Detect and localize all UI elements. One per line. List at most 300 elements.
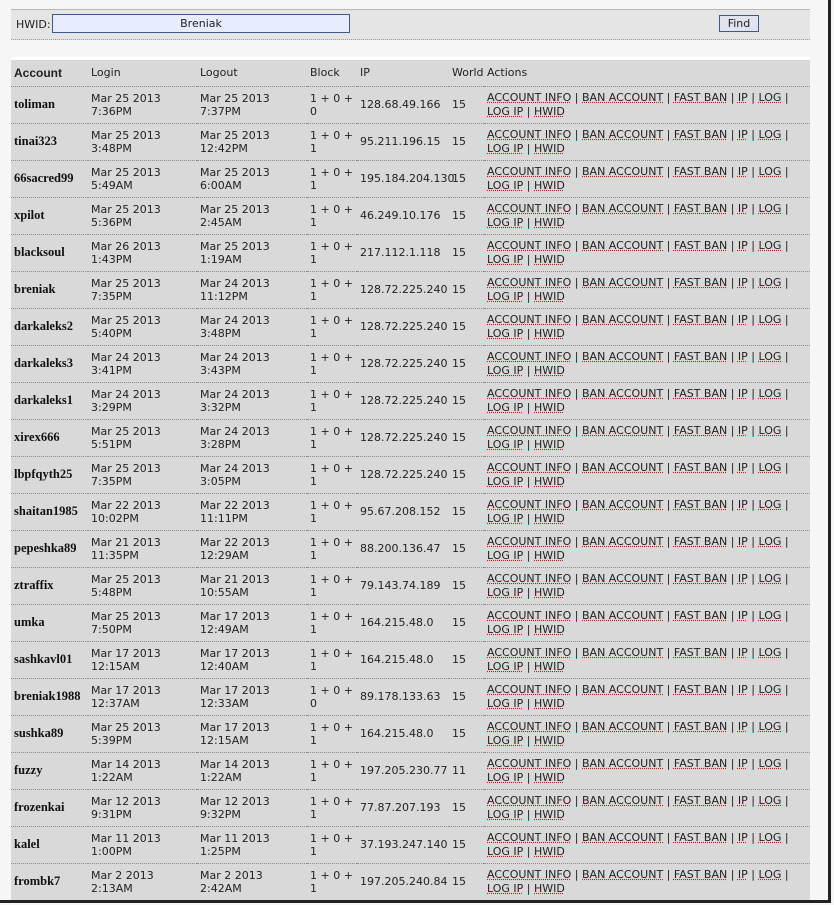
login-time: Mar 25 2013 5:51PM [91, 424, 161, 451]
login-time: Mar 14 2013 1:22AM [91, 757, 161, 784]
account-info-link[interactable]: ACCOUNT INFO [487, 423, 572, 437]
log-link[interactable]: LOG [758, 645, 782, 659]
account-name: sushka89 [14, 726, 64, 740]
hwid-link[interactable]: HWID [534, 881, 565, 895]
account-info-link[interactable]: ACCOUNT INFO [487, 275, 572, 289]
table-row [11, 641, 810, 678]
ip-address: 164.215.48.0 [360, 616, 434, 629]
ip-link[interactable]: IP [737, 497, 748, 511]
account-info-link[interactable]: ACCOUNT INFO [487, 719, 572, 733]
log-ip-link[interactable]: LOG IP [487, 733, 524, 747]
fast-ban-link[interactable]: FAST BAN [673, 534, 728, 548]
ip-link[interactable]: IP [737, 238, 748, 252]
action-separator: | [523, 178, 534, 192]
log-link[interactable]: LOG [758, 682, 782, 696]
hwid-link[interactable]: HWID [534, 770, 565, 784]
hwid-link[interactable]: HWID [534, 585, 565, 599]
hwid-link[interactable]: HWID [534, 289, 565, 303]
action-separator: | [747, 867, 759, 881]
log-link[interactable]: LOG [758, 275, 782, 289]
ip-link[interactable]: IP [737, 90, 748, 104]
hwid-link[interactable]: HWID [534, 326, 565, 340]
log-link[interactable]: LOG [758, 201, 782, 215]
action-separator: | [781, 830, 789, 844]
account-info-link[interactable]: ACCOUNT INFO [487, 571, 572, 585]
action-separator: | [571, 386, 583, 400]
ban-account-link[interactable]: BAN ACCOUNT [582, 127, 664, 141]
log-link[interactable]: LOG [758, 164, 782, 178]
table-row [11, 863, 810, 900]
row-actions [484, 604, 810, 641]
ip-link[interactable]: IP [737, 386, 748, 400]
ip-link[interactable]: IP [737, 571, 748, 585]
block-value: 1 + 0 + 1 [310, 572, 353, 599]
ban-account-link[interactable]: BAN ACCOUNT [582, 386, 664, 400]
ban-account-link[interactable]: BAN ACCOUNT [582, 867, 664, 881]
logout-time: Mar 25 2013 2:45AM [200, 202, 270, 229]
action-separator: | [663, 460, 674, 474]
account-name: breniak [14, 282, 56, 296]
ban-account-link[interactable]: BAN ACCOUNT [582, 90, 664, 104]
log-ip-link[interactable]: LOG IP [487, 511, 524, 525]
find-button[interactable]: Find [719, 15, 759, 32]
log-link[interactable]: LOG [758, 867, 782, 881]
action-separator: | [663, 756, 674, 770]
action-separator: | [781, 645, 789, 659]
ban-account-link[interactable]: BAN ACCOUNT [582, 645, 664, 659]
action-separator: | [747, 127, 759, 141]
fast-ban-link[interactable]: FAST BAN [673, 682, 728, 696]
hwid-link[interactable]: HWID [534, 363, 565, 377]
action-separator: | [663, 497, 674, 511]
hwid-link[interactable]: HWID [534, 141, 565, 155]
log-ip-link[interactable]: LOG IP [487, 659, 524, 673]
table-row [11, 197, 810, 234]
hwid-link[interactable]: HWID [534, 215, 565, 229]
ip-link[interactable]: IP [737, 423, 748, 437]
ban-account-link[interactable]: BAN ACCOUNT [582, 349, 664, 363]
row-actions [484, 345, 810, 382]
account-info-link[interactable]: ACCOUNT INFO [487, 164, 572, 178]
table-row [11, 530, 810, 567]
block-value: 1 + 0 + 1 [310, 498, 353, 525]
ip-link[interactable]: IP [737, 201, 748, 215]
row-actions [484, 789, 810, 826]
ip-link[interactable]: IP [737, 682, 748, 696]
action-separator: | [663, 682, 674, 696]
account-info-link[interactable]: ACCOUNT INFO [487, 201, 572, 215]
log-ip-link[interactable]: LOG IP [487, 844, 524, 858]
ip-address: 197.205.240.84 [360, 875, 448, 889]
logout-time: Mar 22 2013 11:11PM [200, 498, 270, 525]
account-info-link[interactable]: ACCOUNT INFO [487, 830, 572, 844]
block-value: 1 + 0 + 1 [310, 202, 353, 229]
action-separator: | [747, 756, 759, 770]
world-value: 15 [452, 357, 466, 370]
ban-account-link[interactable]: BAN ACCOUNT [582, 275, 664, 289]
action-separator: | [571, 608, 583, 622]
hwid-link[interactable]: HWID [534, 844, 565, 858]
ban-account-link[interactable]: BAN ACCOUNT [582, 756, 664, 770]
log-link[interactable]: LOG [758, 90, 782, 104]
column-header-login: Login [91, 66, 121, 80]
world-value: 15 [452, 579, 466, 592]
ban-account-link[interactable]: BAN ACCOUNT [582, 312, 664, 326]
block-value: 1 + 0 + 1 [310, 868, 353, 895]
block-value: 1 + 0 + 1 [310, 387, 353, 414]
fast-ban-link[interactable]: FAST BAN [673, 238, 728, 252]
action-separator: | [523, 104, 534, 118]
hwid-link[interactable]: HWID [534, 622, 565, 636]
logout-time: Mar 24 2013 3:28PM [200, 424, 270, 451]
world-value: 15 [452, 838, 466, 851]
action-separator: | [781, 756, 789, 770]
action-separator: | [781, 608, 789, 622]
ip-address: 128.72.225.240 [360, 357, 448, 370]
row-actions [484, 271, 810, 308]
action-separator: | [523, 141, 534, 155]
ip-address: 95.211.196.15 [360, 135, 441, 148]
action-separator: | [523, 400, 534, 414]
action-separator: | [663, 608, 674, 622]
fast-ban-link[interactable]: FAST BAN [673, 312, 728, 326]
log-link[interactable]: LOG [758, 423, 782, 437]
fast-ban-link[interactable]: FAST BAN [673, 423, 728, 437]
ip-link[interactable]: IP [737, 534, 748, 548]
account-info-link[interactable]: ACCOUNT INFO [487, 312, 572, 326]
hwid-link[interactable]: HWID [534, 437, 565, 451]
log-ip-link[interactable]: LOG IP [487, 622, 524, 636]
log-link[interactable]: LOG [758, 793, 782, 807]
ban-account-link[interactable]: BAN ACCOUNT [582, 608, 664, 622]
login-time: Mar 22 2013 10:02PM [91, 498, 161, 525]
login-time: Mar 12 2013 9:31PM [91, 794, 161, 821]
action-separator: | [781, 386, 789, 400]
ban-account-link[interactable]: BAN ACCOUNT [582, 719, 664, 733]
log-link[interactable]: LOG [758, 756, 782, 770]
action-separator: | [663, 793, 674, 807]
log-link[interactable]: LOG [758, 349, 782, 363]
account-info-link[interactable]: ACCOUNT INFO [487, 90, 572, 104]
ip-link[interactable]: IP [737, 645, 748, 659]
ip-link[interactable]: IP [737, 275, 748, 289]
block-value: 1 + 0 + 1 [310, 313, 353, 340]
ip-link[interactable]: IP [737, 164, 748, 178]
account-name: blacksoul [14, 245, 65, 259]
log-ip-link[interactable]: LOG IP [487, 141, 524, 155]
row-actions [484, 160, 810, 197]
login-time: Mar 25 2013 7:35PM [91, 276, 161, 303]
action-separator: | [727, 719, 738, 733]
table-row [11, 123, 810, 160]
row-actions [484, 678, 810, 715]
log-link[interactable]: LOG [758, 460, 782, 474]
log-ip-link[interactable]: LOG IP [487, 363, 524, 377]
log-ip-link[interactable]: LOG IP [487, 474, 524, 488]
login-time: Mar 25 2013 7:36PM [91, 91, 161, 118]
table-row [11, 345, 810, 382]
world-value: 15 [452, 468, 466, 481]
account-info-link[interactable]: ACCOUNT INFO [487, 867, 572, 881]
ban-account-link[interactable]: BAN ACCOUNT [582, 571, 664, 585]
ip-link[interactable]: IP [737, 460, 748, 474]
account-name: xirex666 [14, 430, 60, 444]
log-ip-link[interactable]: LOG IP [487, 696, 524, 710]
column-header-block: Block [310, 66, 340, 80]
logout-time: Mar 25 2013 7:37PM [200, 91, 270, 118]
fast-ban-link[interactable]: FAST BAN [673, 90, 728, 104]
ban-account-link[interactable]: BAN ACCOUNT [582, 682, 664, 696]
fast-ban-link[interactable]: FAST BAN [673, 497, 728, 511]
account-name: darkaleks1 [14, 393, 74, 407]
account-info-link[interactable]: ACCOUNT INFO [487, 127, 572, 141]
ban-account-link[interactable]: BAN ACCOUNT [582, 238, 664, 252]
action-separator: | [571, 423, 583, 437]
action-separator: | [663, 127, 674, 141]
ip-link[interactable]: IP [737, 312, 748, 326]
log-ip-link[interactable]: LOG IP [487, 178, 524, 192]
action-separator: | [781, 164, 789, 178]
action-separator: | [727, 534, 738, 548]
account-info-link[interactable]: ACCOUNT INFO [487, 534, 572, 548]
ip-address: 128.72.225.240 [360, 283, 448, 296]
action-separator: | [727, 164, 738, 178]
ban-account-link[interactable]: BAN ACCOUNT [582, 460, 664, 474]
hwid-link[interactable]: HWID [534, 807, 565, 821]
login-time: Mar 25 2013 7:35PM [91, 461, 161, 488]
fast-ban-link[interactable]: FAST BAN [673, 608, 728, 622]
action-separator: | [747, 164, 759, 178]
account-info-link[interactable]: ACCOUNT INFO [487, 645, 572, 659]
fast-ban-link[interactable]: FAST BAN [673, 460, 728, 474]
action-separator: | [727, 793, 738, 807]
hwid-link[interactable]: HWID [534, 104, 565, 118]
login-time: Mar 17 2013 12:15AM [91, 646, 161, 673]
ip-link[interactable]: IP [737, 830, 748, 844]
fast-ban-link[interactable]: FAST BAN [673, 867, 728, 881]
ban-account-link[interactable]: BAN ACCOUNT [582, 793, 664, 807]
log-link[interactable]: LOG [758, 534, 782, 548]
block-value: 1 + 0 + 1 [310, 794, 353, 821]
ban-account-link[interactable]: BAN ACCOUNT [582, 830, 664, 844]
log-link[interactable]: LOG [758, 719, 782, 733]
log-link[interactable]: LOG [758, 127, 782, 141]
action-separator: | [781, 867, 789, 881]
account-name: tinai323 [14, 134, 58, 148]
log-ip-link[interactable]: LOG IP [487, 770, 524, 784]
ip-address: 88.200.136.47 [360, 542, 441, 555]
fast-ban-link[interactable]: FAST BAN [673, 756, 728, 770]
logout-time: Mar 14 2013 1:22AM [200, 757, 270, 784]
world-value: 15 [452, 394, 466, 407]
ip-link[interactable]: IP [737, 793, 748, 807]
world-value: 15 [452, 98, 466, 111]
log-link[interactable]: LOG [758, 386, 782, 400]
action-separator: | [727, 460, 738, 474]
ip-address: 164.215.48.0 [360, 727, 434, 740]
row-actions [484, 197, 810, 234]
fast-ban-link[interactable]: FAST BAN [673, 645, 728, 659]
hwid-link[interactable]: HWID [534, 474, 565, 488]
log-ip-link[interactable]: LOG IP [487, 289, 524, 303]
world-value: 15 [452, 505, 466, 518]
logout-time: Mar 17 2013 12:15AM [200, 720, 270, 747]
ip-link[interactable]: IP [737, 127, 748, 141]
log-link[interactable]: LOG [758, 830, 782, 844]
fast-ban-link[interactable]: FAST BAN [673, 830, 728, 844]
action-separator: | [523, 585, 534, 599]
log-ip-link[interactable]: LOG IP [487, 215, 524, 229]
hwid-link[interactable]: HWID [534, 511, 565, 525]
account-info-link[interactable]: ACCOUNT INFO [487, 682, 572, 696]
account-info-link[interactable]: ACCOUNT INFO [487, 793, 572, 807]
log-link[interactable]: LOG [758, 608, 782, 622]
action-separator: | [571, 164, 583, 178]
ban-account-link[interactable]: BAN ACCOUNT [582, 423, 664, 437]
world-value: 15 [452, 616, 466, 629]
fast-ban-link[interactable]: FAST BAN [673, 571, 728, 585]
hwid-link[interactable]: HWID [534, 548, 565, 562]
ip-address: 77.87.207.193 [360, 801, 441, 814]
logout-time: Mar 24 2013 3:05PM [200, 461, 270, 488]
world-value: 15 [452, 690, 466, 703]
block-value: 1 + 0 + 1 [310, 350, 353, 377]
accounts-panel [11, 57, 810, 900]
hwid-link[interactable]: HWID [534, 659, 565, 673]
action-separator: | [727, 312, 738, 326]
log-ip-link[interactable]: LOG IP [487, 326, 524, 340]
world-value: 15 [452, 209, 466, 222]
ip-link[interactable]: IP [737, 349, 748, 363]
ban-account-link[interactable]: BAN ACCOUNT [582, 201, 664, 215]
ip-link[interactable]: IP [737, 719, 748, 733]
row-actions [484, 86, 810, 123]
action-separator: | [747, 238, 759, 252]
account-name: ztraffix [14, 578, 54, 592]
ip-link[interactable]: IP [737, 756, 748, 770]
login-time: Mar 25 2013 5:39PM [91, 720, 161, 747]
action-separator: | [523, 807, 534, 821]
logout-time: Mar 25 2013 12:42PM [200, 128, 270, 155]
ban-account-link[interactable]: BAN ACCOUNT [582, 497, 664, 511]
row-actions [484, 530, 810, 567]
hwid-link[interactable]: HWID [534, 696, 565, 710]
fast-ban-link[interactable]: FAST BAN [673, 719, 728, 733]
account-info-link[interactable]: ACCOUNT INFO [487, 349, 572, 363]
action-separator: | [571, 497, 583, 511]
action-separator: | [663, 238, 674, 252]
account-info-link[interactable]: ACCOUNT INFO [487, 386, 572, 400]
fast-ban-link[interactable]: FAST BAN [673, 386, 728, 400]
log-ip-link[interactable]: LOG IP [487, 437, 524, 451]
action-separator: | [663, 534, 674, 548]
row-actions [484, 641, 810, 678]
hwid-link[interactable]: HWID [534, 252, 565, 266]
row-actions [484, 456, 810, 493]
account-info-link[interactable]: ACCOUNT INFO [487, 756, 572, 770]
fast-ban-link[interactable]: FAST BAN [673, 275, 728, 289]
action-separator: | [523, 326, 534, 340]
block-value: 1 + 0 + 1 [310, 609, 353, 636]
hwid-link[interactable]: HWID [534, 178, 565, 192]
block-value: 1 + 0 + 1 [310, 461, 353, 488]
action-separator: | [523, 733, 534, 747]
login-time: Mar 25 2013 5:36PM [91, 202, 161, 229]
logout-time: Mar 24 2013 11:12PM [200, 276, 270, 303]
ban-account-link[interactable]: BAN ACCOUNT [582, 164, 664, 178]
logout-time: Mar 17 2013 12:33AM [200, 683, 270, 710]
fast-ban-link[interactable]: FAST BAN [673, 793, 728, 807]
login-time: Mar 25 2013 5:48PM [91, 572, 161, 599]
hwid-input[interactable] [52, 14, 350, 33]
action-separator: | [523, 770, 534, 784]
action-separator: | [663, 830, 674, 844]
log-ip-link[interactable]: LOG IP [487, 104, 524, 118]
table-row [11, 419, 810, 456]
account-info-link[interactable]: ACCOUNT INFO [487, 497, 572, 511]
table-row [11, 752, 810, 789]
hwid-link[interactable]: HWID [534, 733, 565, 747]
log-link[interactable]: LOG [758, 238, 782, 252]
action-separator: | [571, 275, 583, 289]
fast-ban-link[interactable]: FAST BAN [673, 349, 728, 363]
ip-link[interactable]: IP [737, 608, 748, 622]
log-link[interactable]: LOG [758, 497, 782, 511]
action-separator: | [523, 622, 534, 636]
log-ip-link[interactable]: LOG IP [487, 252, 524, 266]
ip-link[interactable]: IP [737, 867, 748, 881]
hwid-search-bar [11, 9, 810, 40]
fast-ban-link[interactable]: FAST BAN [673, 127, 728, 141]
account-info-link[interactable]: ACCOUNT INFO [487, 238, 572, 252]
log-ip-link[interactable]: LOG IP [487, 585, 524, 599]
log-ip-link[interactable]: LOG IP [487, 400, 524, 414]
log-ip-link[interactable]: LOG IP [487, 548, 524, 562]
logout-time: Mar 24 2013 3:32PM [200, 387, 270, 414]
account-name: frozenkai [14, 800, 65, 814]
block-value: 1 + 0 + 1 [310, 276, 353, 303]
fast-ban-link[interactable]: FAST BAN [673, 201, 728, 215]
action-separator: | [747, 608, 759, 622]
action-separator: | [571, 719, 583, 733]
action-separator: | [523, 511, 534, 525]
account-info-link[interactable]: ACCOUNT INFO [487, 608, 572, 622]
log-link[interactable]: LOG [758, 571, 782, 585]
fast-ban-link[interactable]: FAST BAN [673, 164, 728, 178]
log-ip-link[interactable]: LOG IP [487, 881, 524, 895]
account-info-link[interactable]: ACCOUNT INFO [487, 460, 572, 474]
action-separator: | [781, 571, 789, 585]
row-actions [484, 382, 810, 419]
table-row [11, 382, 810, 419]
logout-time: Mar 22 2013 12:29AM [200, 535, 270, 562]
ip-address: 217.112.1.118 [360, 246, 441, 259]
log-ip-link[interactable]: LOG IP [487, 807, 524, 821]
account-name: sashkavl01 [14, 652, 73, 666]
action-separator: | [727, 830, 738, 844]
ip-address: 128.72.225.240 [360, 394, 448, 407]
world-value: 15 [452, 542, 466, 555]
ban-account-link[interactable]: BAN ACCOUNT [582, 534, 664, 548]
log-link[interactable]: LOG [758, 312, 782, 326]
action-separator: | [781, 460, 789, 474]
action-separator: | [727, 127, 738, 141]
block-value: 1 + 0 + 1 [310, 424, 353, 451]
action-separator: | [747, 534, 759, 548]
action-separator: | [747, 645, 759, 659]
hwid-link[interactable]: HWID [534, 400, 565, 414]
action-separator: | [571, 682, 583, 696]
